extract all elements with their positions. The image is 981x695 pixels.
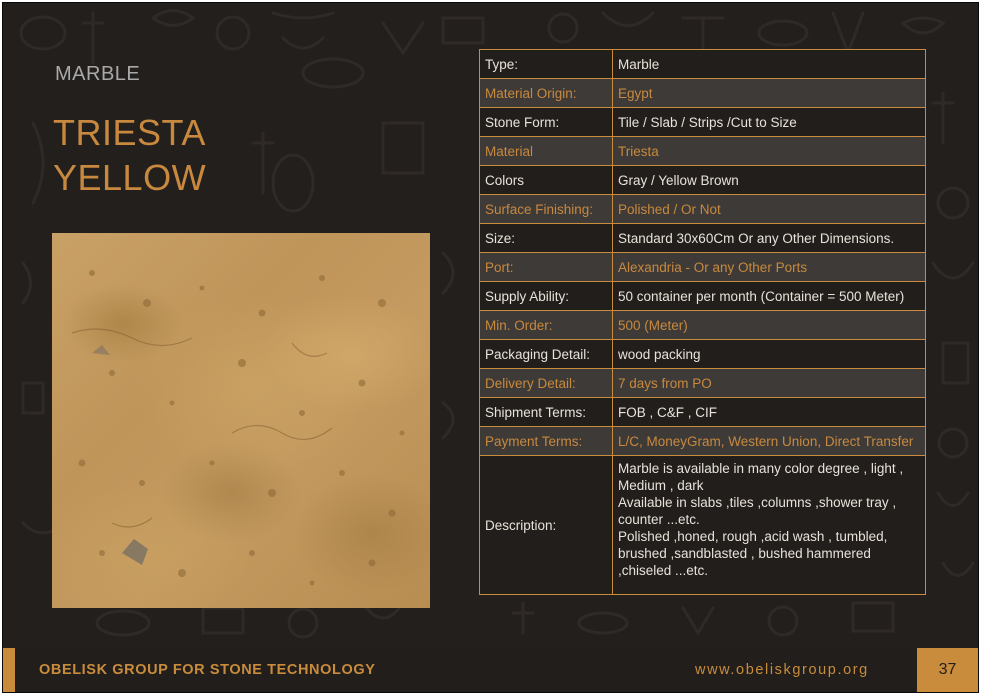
product-title-line-2: YELLOW [53, 157, 207, 198]
spec-row [480, 50, 926, 79]
category-label: MARBLE [55, 63, 141, 85]
footer [3, 648, 978, 692]
footer-company-name: OBELISK GROUP FOR STONE TECHNOLOGY [39, 662, 376, 678]
spec-label: Stone Form: [480, 108, 613, 137]
catalog-slide [2, 2, 979, 693]
footer-website-link[interactable]: www.obeliskgroup.org [695, 662, 869, 678]
marble-sample-image [52, 233, 430, 608]
spec-label: Payment Terms: [480, 427, 613, 456]
spec-label: Size: [480, 224, 613, 253]
spec-description-value [613, 456, 926, 595]
spec-row [480, 224, 926, 253]
spec-label: Delivery Detail: [480, 369, 613, 398]
spec-label: Surface Finishing: [480, 195, 613, 224]
spec-value: 7 days from PO [613, 369, 926, 398]
spec-value: wood packing [613, 340, 926, 369]
description-line: brushed ,sandblasted , bushed hammered [618, 546, 871, 561]
spec-label: Min. Order: [480, 311, 613, 340]
spec-label: Material [480, 137, 613, 166]
spec-row [480, 427, 926, 456]
spec-value: Tile / Slab / Strips /Cut to Size [613, 108, 926, 137]
description-line: ,chiseled ...etc. [618, 563, 709, 578]
description-line: Polished ,honed, rough ,acid wash , tumbled, [618, 529, 888, 544]
spec-row-description [480, 456, 926, 595]
footer-accent-bar [3, 648, 15, 692]
spec-row [480, 340, 926, 369]
product-title [53, 110, 206, 200]
spec-label: Shipment Terms: [480, 398, 613, 427]
spec-row [480, 195, 926, 224]
spec-label: Supply Ability: [480, 282, 613, 311]
spec-row [480, 311, 926, 340]
spec-value: 50 container per month (Container = 500 Meter) [613, 282, 926, 311]
spec-row [480, 79, 926, 108]
spec-value: Marble [613, 50, 926, 79]
description-line: counter ...etc. [618, 512, 700, 527]
spec-label: Colors [480, 166, 613, 195]
spec-table [479, 49, 926, 595]
spec-label: Packaging Detail: [480, 340, 613, 369]
spec-label: Description: [480, 456, 613, 595]
spec-value: Standard 30x60Cm Or any Other Dimensions. [613, 224, 926, 253]
spec-row [480, 369, 926, 398]
description-line: Marble is available in many color degree , light , [618, 461, 904, 476]
spec-value: Alexandria - Or any Other Ports [613, 253, 926, 282]
spec-value: Egypt [613, 79, 926, 108]
spec-value: 500 (Meter) [613, 311, 926, 340]
spec-row [480, 137, 926, 166]
spec-row [480, 282, 926, 311]
spec-value: Triesta [613, 137, 926, 166]
spec-row [480, 398, 926, 427]
spec-label: Material Origin: [480, 79, 613, 108]
spec-label: Port: [480, 253, 613, 282]
page-number: 37 [917, 648, 978, 692]
description-line: Available in slabs ,tiles ,columns ,shower tray , [618, 495, 897, 510]
spec-row [480, 108, 926, 137]
spec-row [480, 253, 926, 282]
spec-value: Gray / Yellow Brown [613, 166, 926, 195]
spec-value: FOB , C&F , CIF [613, 398, 926, 427]
spec-value: L/C, MoneyGram, Western Union, Direct Transfer [613, 427, 926, 456]
description-line: Medium , dark [618, 478, 704, 493]
spec-row [480, 166, 926, 195]
spec-value: Polished / Or Not [613, 195, 926, 224]
product-title-line-1: TRIESTA [53, 112, 206, 153]
spec-label: Type: [480, 50, 613, 79]
